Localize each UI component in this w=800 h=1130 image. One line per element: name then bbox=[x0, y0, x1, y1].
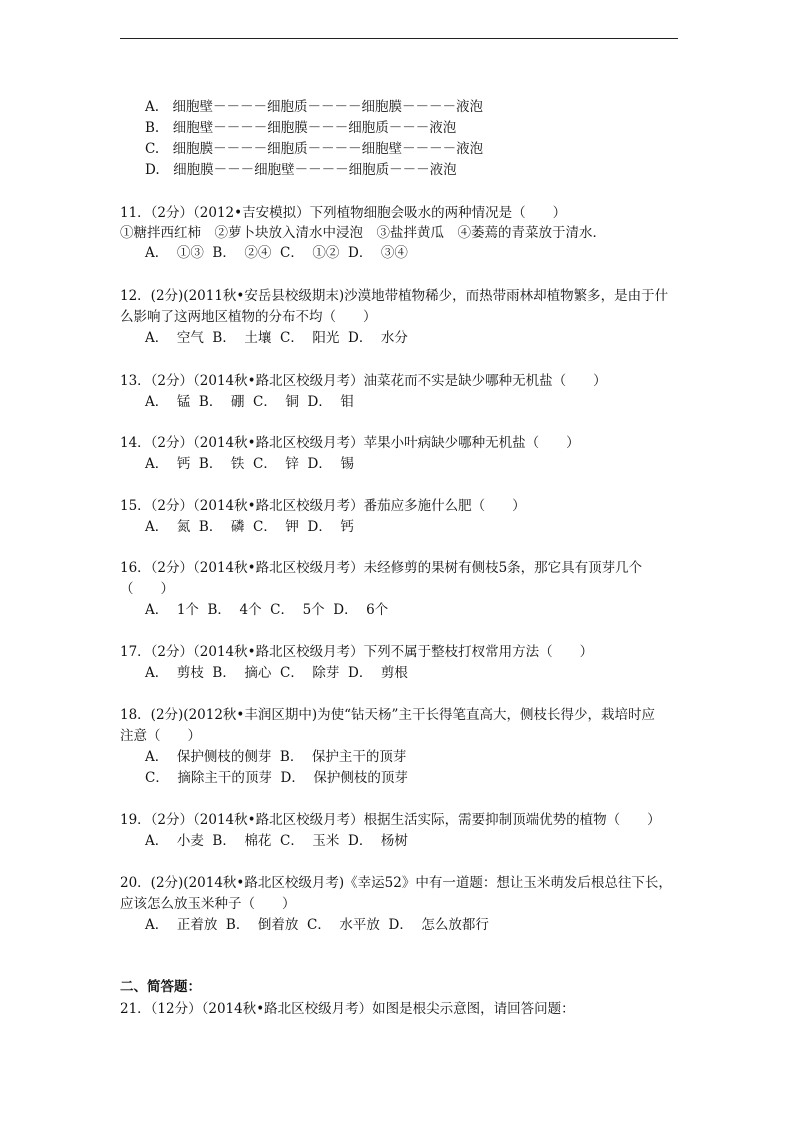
q16-options: A． 1个 B． 4个 C． 5个 D． 6个 bbox=[145, 602, 389, 618]
q18-options-row2: C． 摘除主干的顶芽 D． 保护侧枝的顶芽 bbox=[145, 770, 408, 786]
q16-stem-line2: （ ） bbox=[120, 581, 174, 597]
q19-stem: 19．（2分）（2014秋•路北区校级月考）根据生活实际，需要抑制顶端优势的植物（ ） bbox=[120, 812, 661, 828]
q10-option-d: D. 细胞膜－－－细胞壁－－－－细胞质－－－液泡 bbox=[145, 162, 457, 178]
q13-stem: 13．（2分）（2014秋•路北区校级月考）油菜花而不实是缺少哪种无机盐（ ） bbox=[120, 373, 607, 389]
q20-options: A． 正着放 B． 倒着放 C． 水平放 D． 怎么放都行 bbox=[145, 917, 489, 933]
q16-stem-line1: 16．（2分）（2014秋•路北区校级月考）未经修剪的果树有侧枝5条，那它具有顶芽几个 bbox=[120, 560, 643, 576]
q18-options-row1: A． 保护侧枝的侧芽 B． 保护主干的顶芽 bbox=[145, 749, 407, 765]
q12-stem-line1: 12．(2分)(2011秋•安岳县校级期末)沙漠地带植物稀少，而热带雨林却植物繁多，是由于什 bbox=[120, 288, 669, 304]
q10-option-c: C. 细胞膜－－－－细胞质－－－－细胞壁－－－－液泡 bbox=[145, 141, 484, 157]
q15-options: A． 氮 B． 磷 C． 钾 D． 钙 bbox=[145, 519, 354, 535]
q18-stem-line2: 注意（ ） bbox=[120, 728, 201, 744]
q20-stem-line1: 20．(2分)(2014秋•路北区校级月考)《幸运52》中有一道题：想让玉米萌发后根总往下长， bbox=[120, 875, 672, 891]
q21-stem: 21．（12分）（2014秋•路北区校级月考）如图是根尖示意图，请回答问题： bbox=[120, 1001, 575, 1017]
header-rule bbox=[120, 38, 678, 39]
q15-stem: 15．（2分）（2014秋•路北区校级月考）番茄应多施什么肥（ ） bbox=[120, 498, 526, 514]
q12-options: A． 空气 B． 土壤 C． 阳光 D． 水分 bbox=[145, 330, 408, 346]
q17-options: A． 剪枝 B． 摘心 C． 除芽 D． 剪根 bbox=[145, 665, 408, 681]
q14-options: A． 钙 B． 铁 C． 锌 D． 锡 bbox=[145, 456, 354, 472]
q11-options: A． ①③ B． ②④ C． ①② D． ③④ bbox=[145, 245, 408, 261]
section-title: 二、简答题： bbox=[120, 979, 201, 995]
q11-stem: 11．（2分）（2012•吉安模拟）下列植物细胞会吸水的两种情况是（ ） bbox=[120, 205, 567, 221]
q10-option-a: A. 细胞壁－－－－细胞质－－－－细胞膜－－－－液泡 bbox=[145, 99, 484, 115]
q14-stem: 14．（2分）（2014秋•路北区校级月考）苹果小叶病缺少哪种无机盐（ ） bbox=[120, 435, 580, 451]
q12-stem-line2: 么影响了这两地区植物的分布不均（ ） bbox=[120, 309, 377, 325]
q18-stem-line1: 18．(2分)(2012秋•丰润区期中)为使“钻天杨”主干长得笔直高大，侧枝长得少，栽培时应 bbox=[120, 707, 655, 723]
q20-stem-line2: 应该怎么放玉米种子（ ） bbox=[120, 896, 296, 912]
q17-stem: 17．（2分）（2014秋•路北区校级月考）下列不属于整枝打杈常用方法（ ） bbox=[120, 644, 594, 660]
q10-option-b: B. 细胞壁－－－－细胞膜－－－细胞质－－－液泡 bbox=[145, 120, 457, 136]
q19-options: A． 小麦 B． 棉花 C． 玉米 D． 杨树 bbox=[145, 833, 408, 849]
q13-options: A． 锰 B． 硼 C． 铜 D． 钼 bbox=[145, 394, 354, 410]
q11-items: ①糖拌西红柿 ②萝卜块放入清水中浸泡 ③盐拌黄瓜 ④萎蔫的青菜放于清水． bbox=[120, 225, 606, 241]
